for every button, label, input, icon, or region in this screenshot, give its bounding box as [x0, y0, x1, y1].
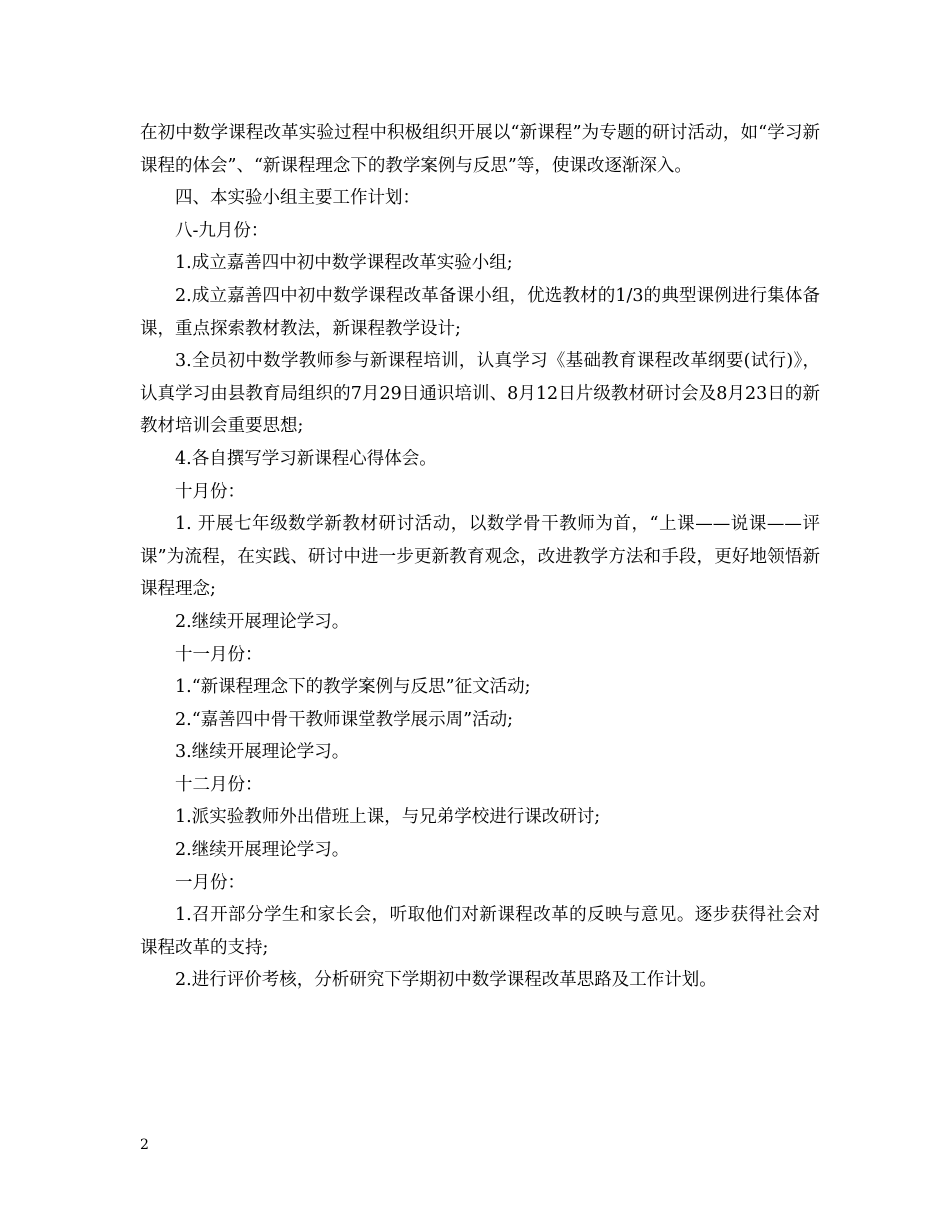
month-heading: 一月份： — [175, 872, 245, 893]
plan-item: 1.成立嘉善四中初中数学课程改革实验小组; — [175, 253, 513, 274]
month-heading: 十月份： — [175, 481, 245, 502]
paragraph: 在初中数学课程改革实验过程中积极组织开展以“新课程”为专题的研讨活动，如“学习新课程的体会”、“新课程理念下的教学案例与反思”等，使课改逐渐深入。 — [140, 123, 820, 176]
plan-item: 1.派实验教师外出借班上课，与兄弟学校进行课改研讨; — [175, 807, 601, 828]
plan-item: 2.继续开展理论学习。 — [175, 840, 350, 861]
plan-item: 2.继续开展理论学习。 — [175, 611, 350, 632]
plan-item: 4.各自撰写学习新课程心得体会。 — [175, 448, 437, 469]
plan-item: 2.进行评价考核，分析研究下学期初中数学课程改革思路及工作计划。 — [175, 970, 717, 991]
plan-item: 3.继续开展理论学习。 — [175, 742, 350, 763]
month-heading: 八-九月份： — [175, 220, 269, 241]
plan-item: 1.“新课程理念下的教学案例与反思”征文活动; — [175, 677, 531, 698]
section-heading: 四、本实验小组主要工作计划： — [175, 188, 420, 209]
page-number: 2 — [140, 1137, 149, 1153]
plan-item: 1. 开展七年级数学新教材研讨活动，以数学骨干教师为首，“上课——说课——评课”为流程，在实践、研讨中进一步更新教育观念，改进教学方法和手段，更好地领悟新课程理念; — [140, 514, 820, 600]
plan-item: 2.成立嘉善四中初中数学课程改革备课小组，优选教材的1/3的典型课例进行集体备课，重点探索教材教法，新课程教学设计; — [140, 285, 820, 339]
month-heading: 十二月份： — [175, 774, 263, 795]
plan-item: 1.召开部分学生和家长会，听取他们对新课程改革的反映与意见。逐步获得社会对课程改革的支持; — [140, 905, 820, 958]
plan-item: 2.“嘉善四中骨干教师课堂教学展示周”活动; — [175, 709, 513, 730]
month-heading: 十一月份： — [175, 644, 263, 665]
document-body — [140, 117, 820, 997]
plan-item: 3.全员初中数学教师参与新课程培训，认真学习《基础教育课程改革纲要(试行)》，认真学习由县教育局组织的7月29日通识培训、8月12日片级教材研讨会及8月23日的新教材培训会重要思想; — [140, 351, 820, 437]
